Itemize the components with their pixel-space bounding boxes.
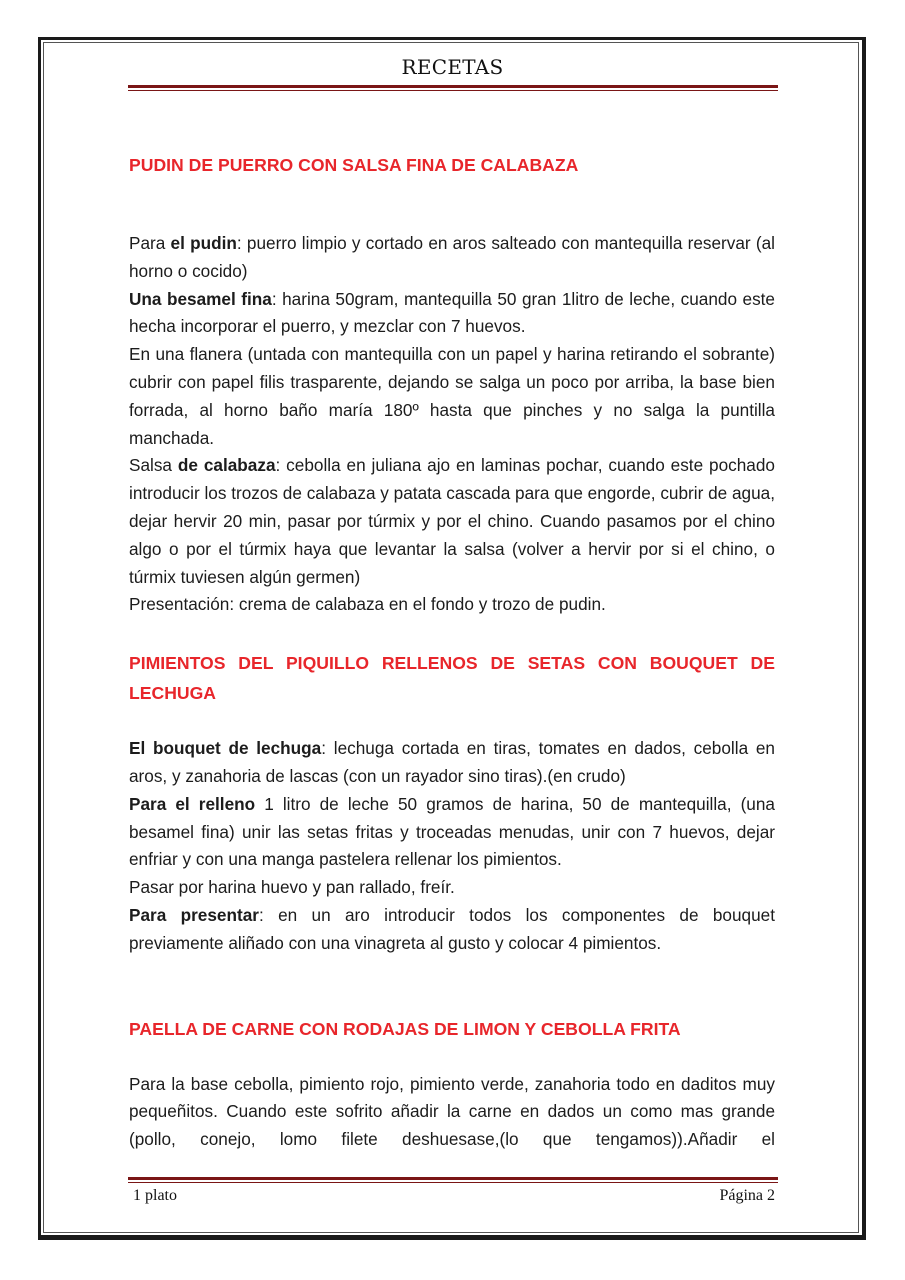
recipe-title-2: PIMIENTOS DEL PIQUILLO RELLENOS DE SETAS CON BOUQUET DE LECHUGA xyxy=(129,653,775,704)
paragraph xyxy=(129,735,775,791)
text: 1 litro de leche 50 gramos de harina, 50 de mantequilla, (una besamel fina) unir las setas fritas y troceadas menudas, unir con 7 huevos, dejar enfriar y con una manga pastelera rellenar los pimientos. xyxy=(129,793,775,870)
paragraph xyxy=(129,791,775,874)
bold-text: El bouquet de lechuga xyxy=(129,738,322,759)
recipe-title-1: PUDIN DE PUERRO CON SALSA FINA DE CALABAZA xyxy=(129,155,579,175)
page-number: Página 2 xyxy=(719,1187,775,1204)
recipe-title-3: PAELLA DE CARNE CON RODAJAS DE LIMON Y CEBOLLA FRITA xyxy=(129,1018,681,1039)
bold-text: Para el relleno xyxy=(129,793,256,814)
text: : en un aro introducir todos los componentes de bouquet previamente aliñado con una vinagreta al gusto y colocar 4 pimientos. xyxy=(129,904,775,953)
paragraph xyxy=(129,452,775,591)
header-title: RECETAS xyxy=(401,55,504,79)
text: Salsa xyxy=(129,455,178,476)
paragraph: Pasar por harina huevo y pan rallado, freír. xyxy=(129,877,455,898)
text: : cebolla en juliana ajo en laminas pochar, cuando este pochado introducir los trozos de calabaza y patata cascada para que engorde, cubrir de agua, dejar hervir 20 min, pasar por túrmix y por el chino. Cuando pasamos por el chino algo o por el túrmix haya que levantar la salsa (volver a hervir por si el chino, o túrmix tuviesen algún germen) xyxy=(129,455,775,587)
bold-text: el pudin xyxy=(170,233,237,253)
paragraph xyxy=(129,902,775,958)
text: : harina 50gram, mantequilla 50 gran 1litro de leche, cuando este hecha incorporar el puerro, y mezclar con 7 huevos. xyxy=(129,288,775,337)
bold-text: Para presentar xyxy=(129,904,259,925)
bold-text: de calabaza xyxy=(177,455,276,476)
text: : lechuga cortada en tiras, tomates en dados, cebolla en aros, y zanahoria de lascas (con un rayador sino tiras).(en crudo) xyxy=(129,738,775,786)
footer-left: 1 plato xyxy=(133,1187,177,1204)
paragraph: Para la base cebolla, pimiento rojo, pimiento verde, zanahoria todo en daditos muy pequeñitos. Cuando este sofrito añadir la carne en dados un como mas grande (pollo, conejo, lomo filete deshuesase,(lo que tengamos)).Añadir el xyxy=(129,1073,775,1150)
paragraph xyxy=(129,286,775,342)
footer-rule-thin xyxy=(128,1182,778,1183)
footer-rule xyxy=(128,1177,778,1180)
paragraph: Presentación: crema de calabaza en el fondo y trozo de pudin. xyxy=(129,594,606,615)
header-rule-thin xyxy=(128,90,778,91)
bold-text: Una besamel fina xyxy=(129,288,272,309)
paragraph: En una flanera (untada con mantequilla con un papel y harina retirando el sobrante) cubrir con papel filis trasparente, dejando se salga un poco por arriba, la base bien forrada, al horno baño maría 180º hasta que pinches y no salga la puntilla manchada. xyxy=(129,344,775,448)
text: Para xyxy=(129,233,171,253)
header-rule xyxy=(128,85,778,88)
document-body xyxy=(129,150,775,1154)
paragraph xyxy=(129,230,775,286)
text: : puerro limpio y cortado en aros salteado con mantequilla reservar (al horno o cocido) xyxy=(129,233,775,281)
